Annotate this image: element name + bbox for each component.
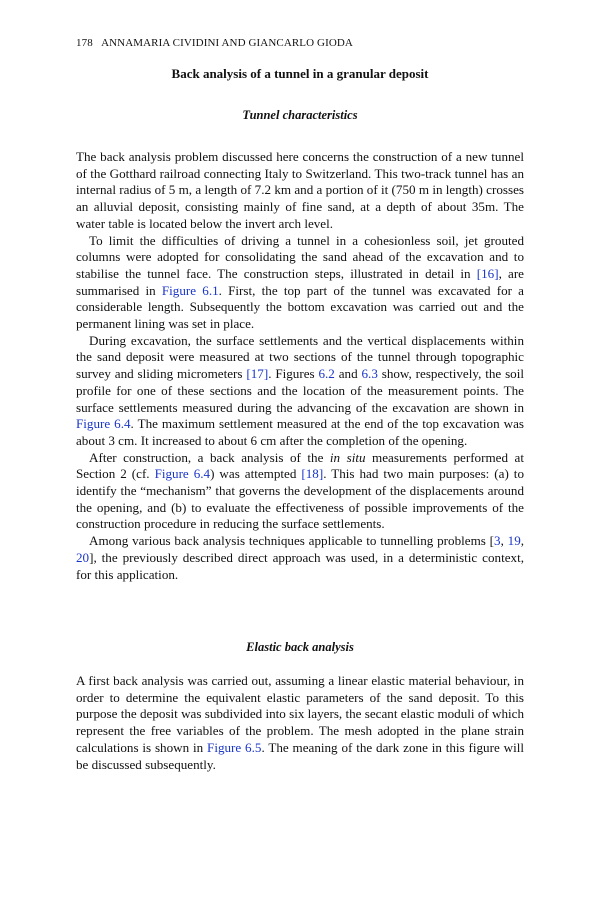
citation-link[interactable]: [16] bbox=[476, 265, 499, 281]
citation-link[interactable]: 19 bbox=[507, 533, 521, 549]
running-head bbox=[76, 37, 353, 49]
page-number: 178 bbox=[76, 37, 93, 49]
paragraph-text: During excavation, the surface settlements and the vertical displacements within the sand deposit were measured at two sections of the tunnel through topographic survey and sliding micrometers bbox=[76, 332, 524, 382]
paragraph-text: A first back analysis was carried out, assuming a linear elastic material behaviour, in order to determine the equivalent elastic parameters of the sand deposit. To this purpose the deposit was subdivided into six layers, the secant elastic moduli of which represent the free variables of the problem. The mesh adopted in the plane strain calculations is shown in bbox=[76, 673, 525, 755]
figure-link[interactable]: 6.2 bbox=[318, 366, 335, 382]
paragraph bbox=[76, 233, 524, 333]
paragraph-text: . The maximum settlement measured at the end of the top excavation was about 3 cm. It increased to about 6 cm after the completion of the opening. bbox=[76, 416, 524, 448]
italic-term: in situ bbox=[329, 449, 366, 465]
paragraph-text: . The meaning of the dark zone in this figure will be discussed subsequently. bbox=[76, 739, 524, 772]
paragraph-text: show, respectively, the soil profile for one of these sections and the location of the measurement points. The surface settlements measured during the advancing of the excavation are shown in bbox=[76, 366, 524, 415]
figure-link[interactable]: Figure 6.4 bbox=[154, 466, 211, 482]
paragraph bbox=[76, 450, 524, 534]
figure-link[interactable]: 6.3 bbox=[361, 366, 378, 382]
author-names: ANNAMARIA CIVIDINI AND GIANCARLO GIODA bbox=[101, 37, 353, 49]
figure-link[interactable]: Figure 6.5 bbox=[207, 739, 262, 755]
paragraph-text: , are summarised in bbox=[76, 265, 524, 298]
subsection-heading-elastic-back-analysis: Elastic back analysis bbox=[246, 640, 354, 654]
paragraph-text: . This had two main purposes: (a) to identify the “mechanism” that governs the development of the displacements around the opening, and (b) to evaluate the effectiveness of possible improvements of the construction procedure in reducing the surface settlements. bbox=[76, 466, 524, 532]
paragraph-text: measurements performed at Section 2 (cf. bbox=[76, 449, 524, 482]
subsection-body-tunnel-characteristics bbox=[76, 149, 524, 583]
paragraph-text: , bbox=[500, 533, 508, 549]
paragraph-text: . Figures bbox=[268, 366, 319, 382]
figure-link[interactable]: Figure 6.1 bbox=[161, 282, 219, 298]
citation-link[interactable]: 3 bbox=[494, 533, 501, 549]
paragraph-text: , bbox=[520, 533, 525, 549]
paragraph-text: . First, the top part of the tunnel was excavated for a considerable length. Subsequently the bottom excavation was carried out and the permanent lining was set in place. bbox=[76, 282, 524, 332]
section-title: Back analysis of a tunnel in a granular deposit bbox=[171, 66, 429, 81]
citation-link[interactable]: [17] bbox=[246, 366, 269, 382]
paragraph-text: and bbox=[334, 366, 362, 382]
subsection-heading-tunnel-characteristics: Tunnel characteristics bbox=[242, 108, 358, 122]
citation-link[interactable]: [18] bbox=[301, 466, 324, 482]
paragraph-text: After construction, a back analysis of the bbox=[89, 449, 330, 465]
paragraph bbox=[76, 673, 524, 773]
figure-link[interactable]: Figure 6.4 bbox=[76, 416, 131, 432]
citation-link[interactable]: 20 bbox=[76, 549, 90, 565]
paragraph bbox=[76, 533, 524, 583]
paragraph-text: ) was attempted bbox=[210, 466, 302, 482]
paragraph bbox=[76, 333, 524, 450]
paragraph-text: To limit the difficulties of driving a tunnel in a cohesionless soil, jet grouted columns were adopted for consolidating the sand ahead of the excavation and to stabilise the tunnel face. The construction steps, illustrated in detail in bbox=[76, 232, 524, 281]
paragraph-text: The back analysis problem discussed here concerns the construction of a new tunnel of the Gotthard railroad connecting Italy to Switzerland. This two-track tunnel has an internal radius of 5 m, a length of 7.2 km and a portion of it (750 m in length) crosses an alluvial deposit, consisting mainly of fine sand, at a depth of about 35m. The water table is located below the invert arch level. bbox=[76, 149, 524, 231]
paragraph-text: Among various back analysis techniques applicable to tunnelling problems [ bbox=[89, 533, 495, 549]
paragraph-text: ], the previously described direct approach was used, in a deterministic context, for this application. bbox=[76, 549, 524, 582]
paragraph bbox=[76, 149, 524, 233]
subsection-body-elastic-back-analysis bbox=[76, 673, 524, 773]
